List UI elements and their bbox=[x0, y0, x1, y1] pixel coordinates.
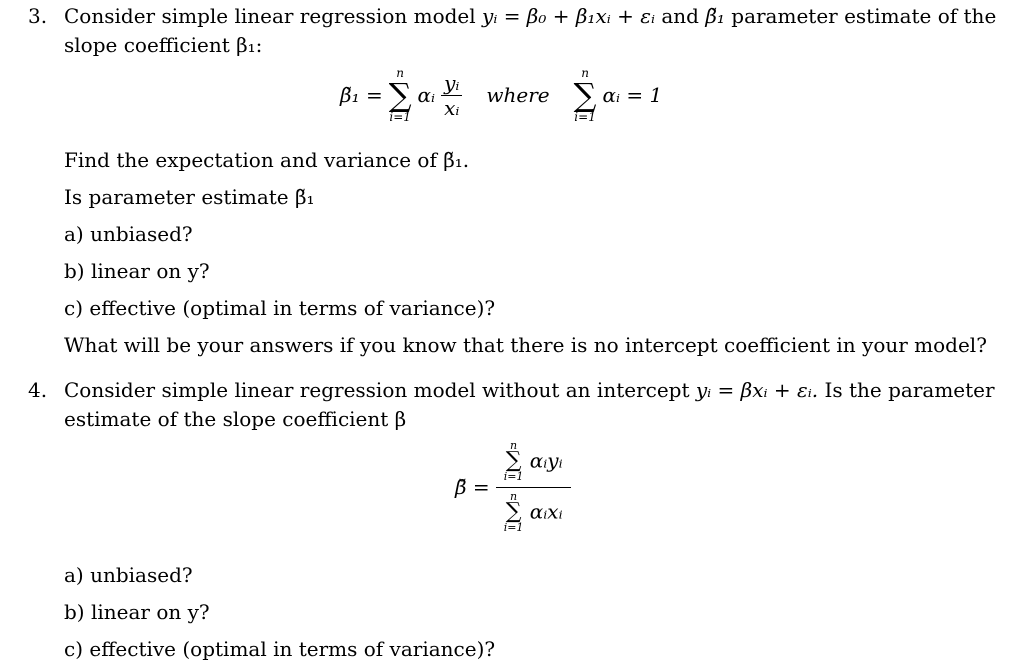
q3-formula-lhs: β̃₁ = bbox=[340, 83, 383, 107]
q3-after-and: parameter estimate of the bbox=[731, 4, 997, 28]
q4-item-a: a) unbiased? bbox=[64, 563, 193, 587]
q3-constraint-term: αᵢ = 1 bbox=[602, 83, 663, 107]
q3-sum-lower: i=1 bbox=[389, 110, 411, 124]
q4-intro-text: Consider simple linear regression model without an intercept bbox=[64, 378, 690, 402]
q3-constraint-sum-upper: n bbox=[581, 66, 589, 80]
q3-find-text: Find the expectation and variance of β̃₁. bbox=[64, 148, 470, 172]
sigma-icon: ∑ bbox=[388, 76, 412, 114]
q3-where-text: where bbox=[486, 83, 550, 107]
q4-estimator-formula bbox=[455, 428, 571, 546]
q3-formula-denominator: xᵢ bbox=[444, 95, 460, 120]
q3-sum-upper: n bbox=[396, 66, 404, 80]
q4-num-term: αᵢyᵢ bbox=[529, 448, 563, 473]
q4-formula-numerator bbox=[496, 438, 571, 488]
q4-intro-line bbox=[64, 378, 995, 402]
q3-estimator-symbol: β̃₁ bbox=[705, 4, 725, 28]
q4-den-sum bbox=[503, 489, 524, 534]
q4-item-c: c) effective (optimal in terms of variance)? bbox=[64, 637, 496, 661]
q4-second-line: estimate of the slope coefficient β bbox=[64, 407, 407, 431]
sigma-icon: ∑ bbox=[573, 76, 597, 114]
q4-formula-lhs: β̆ = bbox=[455, 475, 490, 499]
q3-formula-numerator: yᵢ bbox=[441, 71, 462, 96]
q4-model-formula: yᵢ = βxᵢ + εᵢ. bbox=[695, 378, 819, 402]
q3-formula-fraction bbox=[441, 71, 462, 120]
q3-second-line: slope coefficient β₁: bbox=[64, 33, 263, 57]
q3-intro-line bbox=[64, 4, 996, 28]
q4-den-sum-upper: n bbox=[510, 489, 518, 503]
q4-formula-fraction bbox=[496, 438, 571, 534]
q3-number: 3. bbox=[28, 4, 48, 28]
q4-formula-denominator bbox=[496, 488, 571, 534]
q3-item-b: b) linear on y? bbox=[64, 259, 210, 283]
q3-item-c: c) effective (optimal in terms of variance)? bbox=[64, 296, 496, 320]
q3-sum-symbol bbox=[389, 67, 412, 123]
q4-num-sum-upper: n bbox=[510, 438, 518, 452]
q4-item-b: b) linear on y? bbox=[64, 600, 210, 624]
sigma-icon: ∑ bbox=[505, 448, 522, 474]
q3-constraint-sum-symbol bbox=[574, 67, 597, 123]
q4-den-sum-lower: i=1 bbox=[503, 520, 524, 534]
q3-item-a: a) unbiased? bbox=[64, 222, 193, 246]
q4-den-term: αᵢxᵢ bbox=[529, 498, 563, 523]
q4-number: 4. bbox=[28, 378, 48, 402]
q3-formula-alpha: αᵢ bbox=[417, 83, 436, 107]
q3-estimator-formula bbox=[340, 58, 662, 132]
q3-followup: What will be your answers if you know that there is no intercept coefficient in your model? bbox=[64, 333, 987, 357]
q3-model-formula: yᵢ = β₀ + β₁xᵢ + εᵢ bbox=[482, 4, 655, 28]
q3-intro-text: Consider simple linear regression model bbox=[64, 4, 476, 28]
q3-constraint-sum-lower: i=1 bbox=[574, 110, 596, 124]
q4-after-model: Is the parameter bbox=[824, 378, 995, 402]
q4-num-sum bbox=[503, 438, 524, 484]
q4-num-sum-lower: i=1 bbox=[503, 470, 524, 484]
q3-is-text: Is parameter estimate β̃₁ bbox=[64, 185, 315, 209]
sigma-icon: ∑ bbox=[505, 498, 522, 524]
q3-and-text: and bbox=[661, 4, 699, 28]
